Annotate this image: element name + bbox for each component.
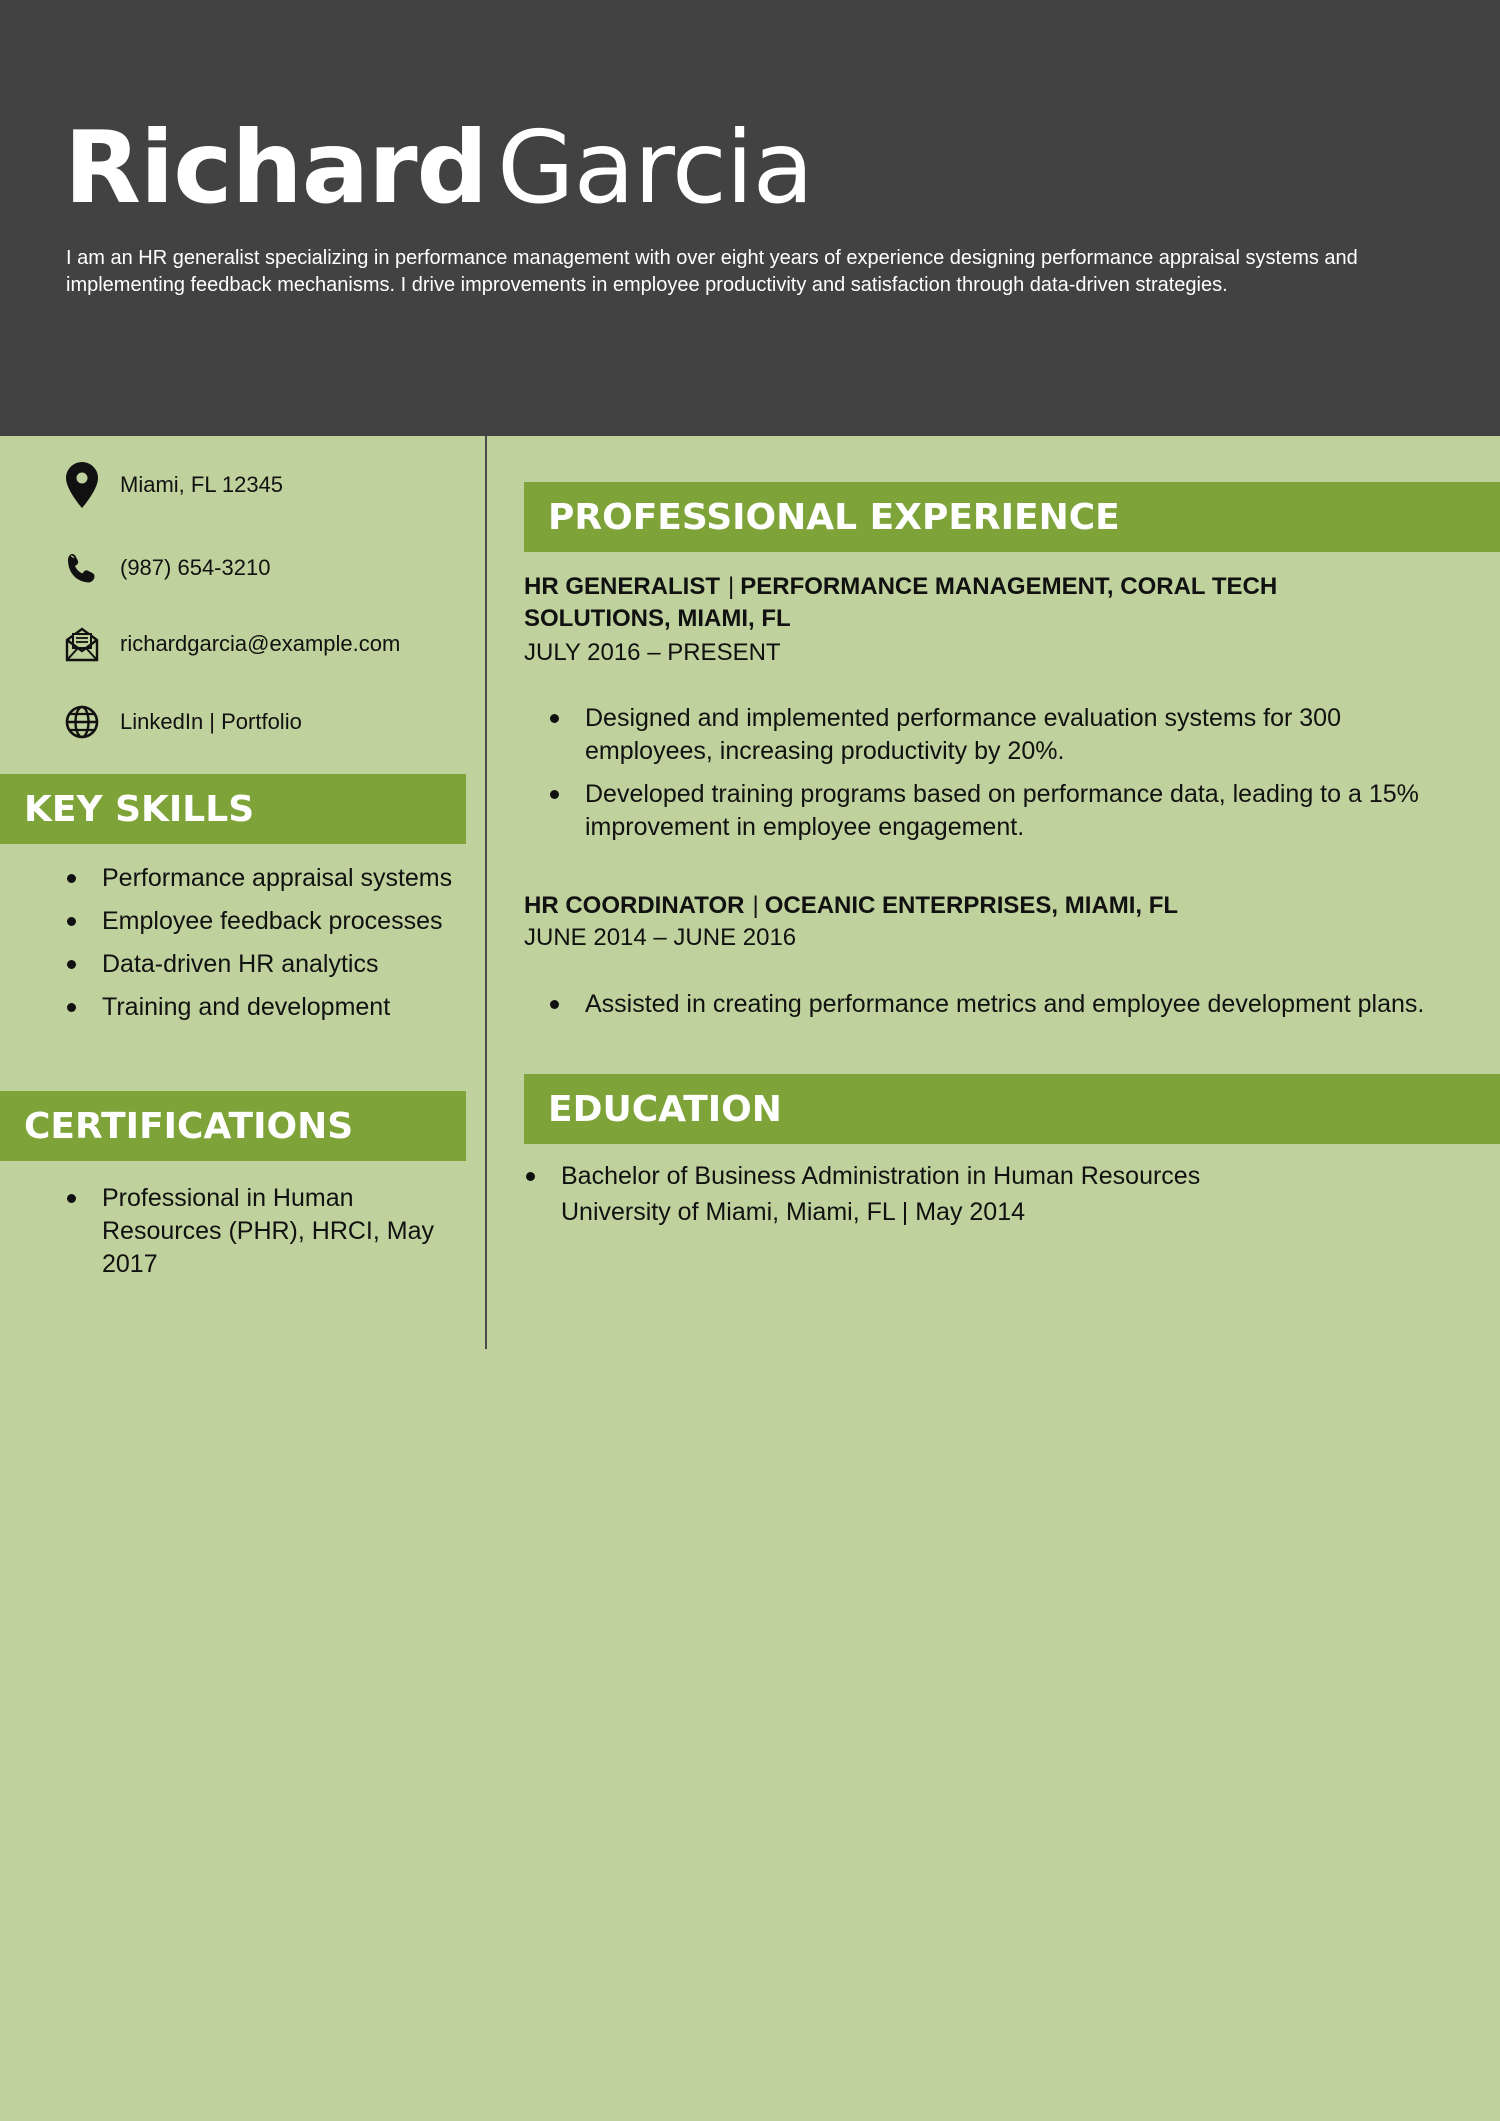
candidate-name [64, 108, 813, 228]
header-banner [0, 0, 1500, 436]
key-skills-heading: KEY SKILLS [0, 774, 466, 844]
job-dates: JUNE 2014 – JUNE 2016 [524, 924, 797, 951]
globe-icon [64, 697, 100, 747]
email-text[interactable]: richardgarcia@example.com [120, 631, 401, 656]
column-divider [485, 436, 487, 1349]
job-title: HR COORDINATOR [524, 892, 745, 919]
list-item: Employee feedback processes [102, 905, 472, 938]
job-organization: OCEANIC ENTERPRISES, MIAMI, FL [764, 892, 1179, 919]
map-pin-icon [64, 460, 100, 510]
job-bullets [585, 988, 1435, 1021]
job-title-line: HR GENERALIST | PERFORMANCE MANAGEMENT, CORAL TECH SOLUTIONS, MIAMI, FL [524, 573, 1278, 632]
job-organization: PERFORMANCE MANAGEMENT, CORAL TECH SOLUTIONS, MIAMI, FL [524, 573, 1278, 632]
envelope-icon [64, 619, 100, 669]
phone-icon [64, 543, 100, 593]
job-dates: JULY 2016 – PRESENT [524, 639, 781, 666]
list-item: Designed and implemented performance evaluation systems for 300 employees, increasing productivity by 20%. [585, 702, 1435, 768]
certifications-heading: CERTIFICATIONS [0, 1091, 466, 1161]
list-item: Performance appraisal systems [102, 862, 472, 895]
degree-text: Bachelor of Business Administration in Human Resources [561, 1162, 1201, 1190]
summary-text: I am an HR generalist specializing in performance management with over eight years of experience designing performance appraisal systems and implementing feedback mechanisms. I drive improvements in employee productivity and satisfaction through data-driven strategies. [66, 247, 1358, 296]
job-title-line: HR COORDINATOR | OCEANIC ENTERPRISES, MIAMI, FL [524, 892, 1179, 919]
job-title: HR GENERALIST [524, 573, 721, 600]
first-name: Richard [64, 109, 488, 226]
list-item: Developed training programs based on performance data, leading to a 15% improvement in employee engagement. [585, 778, 1435, 844]
contact-location [64, 460, 283, 510]
school-text: University of Miami, Miami, FL | May 2014 [561, 1198, 1026, 1226]
list-item: Assisted in creating performance metrics and employee development plans. [585, 988, 1435, 1021]
list-item: Data-driven HR analytics [102, 948, 472, 981]
contact-email [64, 619, 400, 669]
last-name: Garcia [497, 109, 813, 226]
job-bullets [585, 702, 1435, 854]
contact-phone [64, 543, 270, 593]
list-item: Training and development [102, 991, 472, 1024]
list-item: Professional in Human Resources (PHR), HRCI, May 2017 [102, 1182, 462, 1281]
experience-heading: PROFESSIONAL EXPERIENCE [524, 482, 1500, 552]
education-list [561, 1160, 1461, 1229]
education-heading: EDUCATION [524, 1074, 1500, 1144]
skills-list [102, 862, 472, 1034]
contact-links [64, 697, 302, 747]
links-text[interactable]: LinkedIn | Portfolio [120, 709, 302, 734]
certifications-list [102, 1182, 462, 1281]
location-text: Miami, FL 12345 [120, 472, 284, 497]
list-item [561, 1160, 1461, 1229]
phone-text: (987) 654-3210 [120, 555, 271, 580]
